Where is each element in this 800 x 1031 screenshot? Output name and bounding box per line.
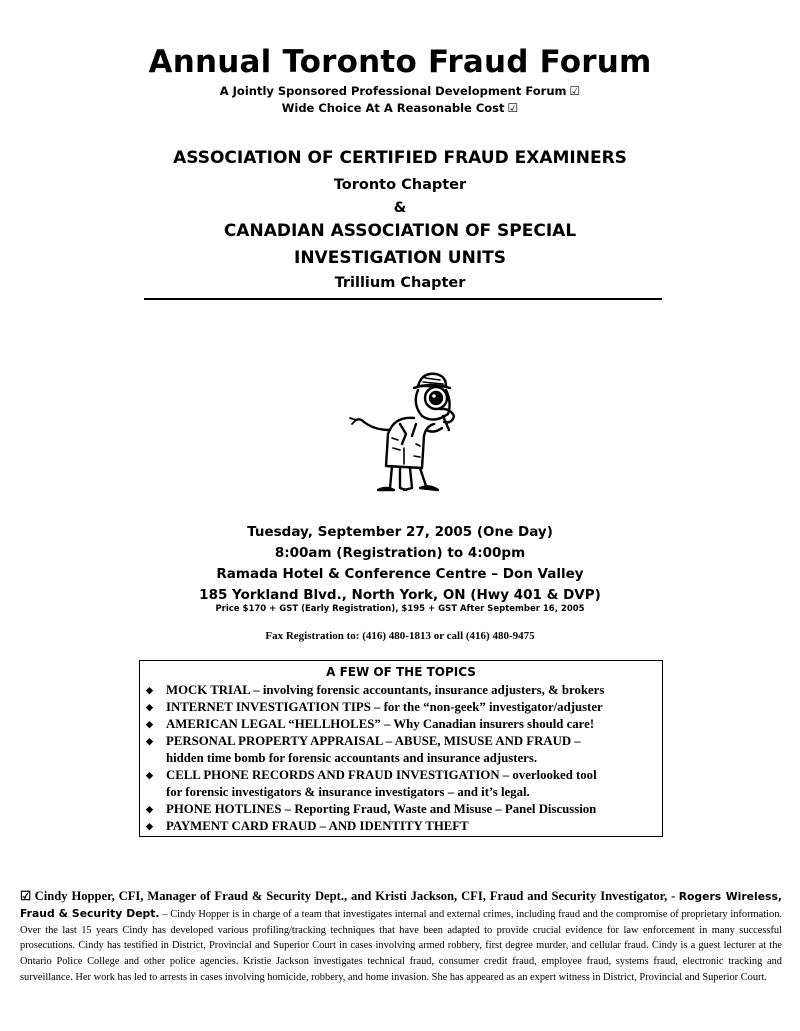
- organizer-casiu-line-2: INVESTIGATION UNITS: [294, 248, 506, 268]
- topics-box: [139, 660, 663, 837]
- checkbox-icon: ☑: [507, 101, 519, 115]
- speaker-bio-text: – Cindy Hopper is in charge of a team that investigates internal and external crimes, including fraud and the compromise of proprietary information. Over the last 15 years Cindy has developed various profiling/tracking techniques that have been adapted to provide crucial evidence for law enforcement in many successful prosecutions. Cindy has testified in District, Provincial and Superior Court in cases involving armed robbery, first degree murder, and cellular fraud. Cindy is a guest lecturer at the Ontario Police College and other police agencies. Kristie Jackson investigates technical fraud, consumer credit fraud, employee fraud, systems fraud, electronic tracking and surveillance. Her work has led to arrests in cases involving homicide, robbery, and home invasion. She has appeared as an expert witness in District, Provincial and Superior Court.: [20, 908, 783, 983]
- bullet-diamond-icon: ◆: [146, 736, 153, 746]
- topic-text: INTERNET INVESTIGATION TIPS – for the “non-geek” investigator/adjuster: [166, 700, 603, 714]
- header-divider: [144, 298, 662, 300]
- topic-item: [146, 682, 658, 699]
- bullet-diamond-icon: ◆: [146, 770, 153, 780]
- topic-item: [146, 733, 658, 767]
- topic-item: [146, 801, 658, 818]
- topic-text: CELL PHONE RECORDS AND FRAUD INVESTIGATION – overlooked tool: [166, 768, 597, 782]
- organizer-casiu-line-1: CANADIAN ASSOCIATION OF SPECIAL: [223, 221, 577, 241]
- topic-text-continued: for forensic investigators & insurance investigators – and it’s legal.: [166, 785, 530, 799]
- speaker-bio: [20, 889, 782, 986]
- detective-with-magnifying-glass-icon: [330, 364, 490, 504]
- bullet-diamond-icon: ◆: [146, 719, 153, 729]
- event-price: Price $170 + GST (Early Registration), $195 + GST After September 16, 2005: [215, 604, 585, 614]
- subtitle-sponsorship-text: A Jointly Sponsored Professional Development Forum: [219, 84, 567, 98]
- topic-item: [146, 699, 658, 716]
- organizer-connector: &: [393, 200, 407, 216]
- event-venue: Ramada Hotel & Conference Centre – Don Valley: [216, 566, 584, 582]
- event-date: Tuesday, September 27, 2005 (One Day): [247, 524, 553, 540]
- subtitle-sponsorship: [0, 84, 800, 98]
- event-time: 8:00am (Registration) to 4:00pm: [274, 545, 526, 561]
- topic-item: [146, 716, 658, 733]
- page-title: Annual Toronto Fraud Forum: [148, 44, 652, 80]
- topic-item: [146, 818, 658, 835]
- topic-item: [146, 767, 658, 801]
- topic-text: AMERICAN LEGAL “HELLHOLES” – Why Canadian insurers should care!: [166, 717, 595, 731]
- organizer-casiu-chapter: Trillium Chapter: [334, 275, 466, 291]
- subtitle-cost-text: Wide Choice At A Reasonable Cost: [281, 101, 505, 115]
- bullet-diamond-icon: ◆: [146, 702, 153, 712]
- organizer-acfe-chapter: Toronto Chapter: [333, 177, 467, 193]
- topics-list: [146, 682, 658, 835]
- event-address: 185 Yorkland Blvd., North York, ON (Hwy 401 & DVP): [199, 587, 601, 603]
- topic-text: PERSONAL PROPERTY APPRAISAL – ABUSE, MISUSE AND FRAUD –: [166, 734, 581, 748]
- speaker-department: Rogers Wireless, Fraud & Security Dept.: [20, 890, 782, 920]
- speaker-heading: Cindy Hopper, CFI, Manager of Fraud & Security Dept., and Kristi Jackson, CFI, Fraud and Security Investigator, -: [34, 889, 676, 903]
- fax-registration: Fax Registration to: (416) 480-1813 or call (416) 480-9475: [265, 630, 535, 642]
- organizer-acfe: ASSOCIATION OF CERTIFIED FRAUD EXAMINERS: [173, 148, 627, 168]
- bullet-diamond-icon: ◆: [146, 821, 153, 831]
- topic-text: MOCK TRIAL – involving forensic accountants, insurance adjusters, & brokers: [166, 683, 605, 697]
- topic-text-continued: hidden time bomb for forensic accountants and insurance adjusters.: [166, 751, 538, 765]
- subtitle-cost: [0, 101, 800, 115]
- topic-text: PHONE HOTLINES – Reporting Fraud, Waste and Misuse – Panel Discussion: [166, 802, 597, 816]
- topic-text: PAYMENT CARD FRAUD – AND IDENTITY THEFT: [166, 819, 469, 833]
- checkbox-icon: ☑: [569, 84, 581, 98]
- bullet-diamond-icon: ◆: [146, 804, 153, 814]
- bullet-diamond-icon: ◆: [146, 685, 153, 695]
- topics-heading: A FEW OF THE TOPICS: [326, 665, 476, 679]
- checkbox-icon: ☑: [20, 889, 32, 903]
